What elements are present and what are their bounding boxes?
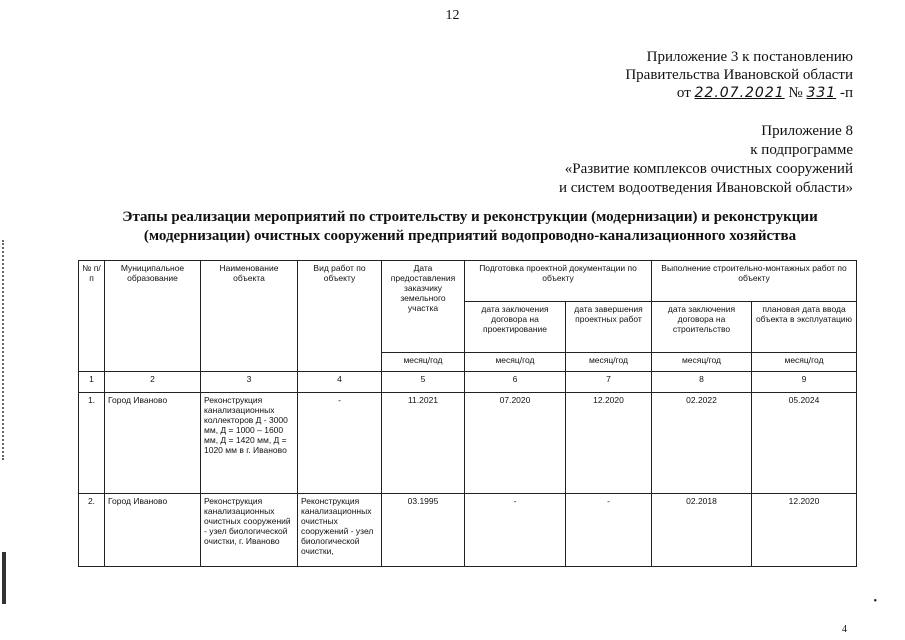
column-number: 1 bbox=[79, 372, 105, 393]
column-number: 9 bbox=[752, 372, 857, 393]
column-number: 7 bbox=[566, 372, 652, 393]
header-object-name: Наименование объекта bbox=[201, 261, 298, 372]
header-row-1 bbox=[79, 261, 857, 302]
title-line1: Этапы реализации мероприятий по строительству и реконструкции (модернизации) и реконструкции bbox=[122, 209, 818, 225]
header-municipality: Муниципальное образование bbox=[105, 261, 201, 372]
column-number-row bbox=[79, 372, 857, 393]
column-number: 3 bbox=[201, 372, 298, 393]
column-number: 2 bbox=[105, 372, 201, 393]
row-work-type: Реконструкция канализационных очистных сооружений - узел биологической очистки, bbox=[298, 494, 382, 567]
header-design-contract: дата заключения договора на проектирование bbox=[465, 302, 566, 353]
scan-margin-mark bbox=[2, 240, 6, 460]
title-line2: (модернизации) очистных сооружений предприятий водопроводно-канализационного хозяйства bbox=[143, 228, 797, 244]
table-row bbox=[79, 393, 857, 494]
appendix-8-line3: «Развитие комплексов очистных сооружений bbox=[564, 161, 853, 177]
unit-cell: месяц/год bbox=[465, 353, 566, 372]
unit-cell: месяц/год bbox=[652, 353, 752, 372]
scan-margin-bar bbox=[2, 552, 6, 604]
scan-mark: 4 bbox=[842, 624, 847, 635]
unit-cell: месяц/год bbox=[752, 353, 857, 372]
row-commissioning: 12.2020 bbox=[752, 494, 857, 567]
row-object: Реконструкция канализационных очистных сооружений - узел биологической очистки, г. Иваново bbox=[201, 494, 298, 567]
row-construction-contract: 02.2022 bbox=[652, 393, 752, 494]
header-construction-contract: дата заключения договора на строительство bbox=[652, 302, 752, 353]
row-num: 1. bbox=[79, 393, 105, 494]
number-label: № bbox=[788, 85, 803, 101]
row-construction-contract: 02.2018 bbox=[652, 494, 752, 567]
scan-dot: • bbox=[873, 596, 877, 607]
column-number: 4 bbox=[298, 372, 382, 393]
table-row bbox=[79, 494, 857, 567]
header-design-finish: дата завершения проектных работ bbox=[566, 302, 652, 353]
handwritten-date: 22.07.2021 bbox=[694, 85, 785, 101]
row-land-date: 03.1995 bbox=[382, 494, 465, 567]
unit-cell: месяц/год bbox=[566, 353, 652, 372]
from-label: от bbox=[676, 85, 691, 101]
appendix-3-line2: Правительства Ивановской области bbox=[625, 67, 853, 83]
row-land-date: 11.2021 bbox=[382, 393, 465, 494]
page-number: 12 bbox=[445, 8, 460, 23]
column-number: 6 bbox=[465, 372, 566, 393]
row-municipality: Город Иваново bbox=[105, 393, 201, 494]
header-work-type: Вид работ по объекту bbox=[298, 261, 382, 372]
appendix-8-header bbox=[559, 122, 853, 198]
row-design-finish: - bbox=[566, 494, 652, 567]
stages-table bbox=[78, 260, 857, 567]
number-suffix: -п bbox=[839, 85, 853, 101]
row-num: 2. bbox=[79, 494, 105, 567]
document-title bbox=[90, 208, 850, 246]
header-construction-group: Выполнение строительно-монтажных работ по объекту bbox=[652, 261, 857, 302]
row-object: Реконструкция канализационных коллекторов Д - 3000 мм, Д = 1000 – 1600 мм, Д = 1420 мм, Д = 1020 мм в г. Иваново bbox=[201, 393, 298, 494]
handwritten-number: 331 bbox=[806, 85, 837, 101]
unit-cell: месяц/год bbox=[382, 353, 465, 372]
appendix-8-line1: Приложение 8 bbox=[761, 123, 853, 139]
appendix-3-header bbox=[625, 48, 853, 102]
header-land-date: Дата предоставления заказчику земельного участка bbox=[382, 261, 465, 353]
row-commissioning: 05.2024 bbox=[752, 393, 857, 494]
header-design-group: Подготовка проектной документации по объекту bbox=[465, 261, 652, 302]
appendix-3-date-line bbox=[625, 84, 853, 102]
header-num: № п/п bbox=[79, 261, 105, 372]
row-design-contract: 07.2020 bbox=[465, 393, 566, 494]
row-design-finish: 12.2020 bbox=[566, 393, 652, 494]
row-municipality: Город Иваново bbox=[105, 494, 201, 567]
row-design-contract: - bbox=[465, 494, 566, 567]
column-number: 8 bbox=[652, 372, 752, 393]
row-work-type: - bbox=[298, 393, 382, 494]
appendix-8-line2: к подпрограмме bbox=[750, 142, 853, 158]
appendix-3-line1: Приложение 3 к постановлению bbox=[646, 49, 853, 65]
column-number: 5 bbox=[382, 372, 465, 393]
appendix-8-line4: и систем водоотведения Ивановской области» bbox=[558, 180, 853, 196]
header-commissioning: плановая дата ввода объекта в эксплуатацию bbox=[752, 302, 857, 353]
